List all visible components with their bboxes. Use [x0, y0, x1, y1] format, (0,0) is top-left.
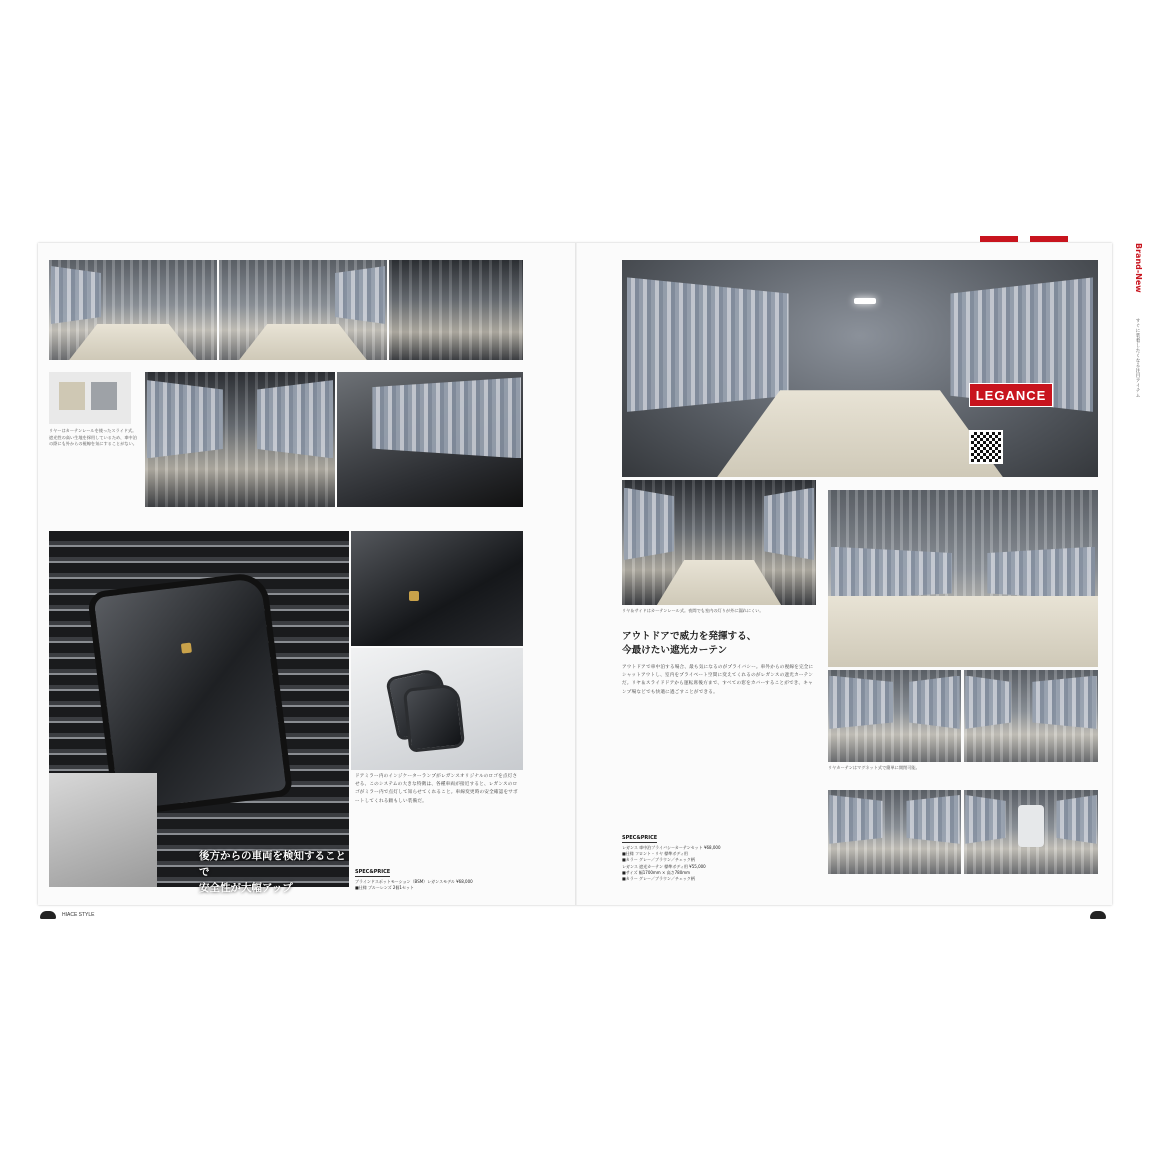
right-headline: アウトドアで威力を発揮する、 今最けたい遮光カーテン	[622, 631, 757, 656]
curtain-photo-3	[389, 260, 523, 360]
right-body-text: アウトドアで車中泊する場合、最も気になるのがプライバシー。車外からの視線を完全にシャットアウトし、室内をプライベート空間に変えてくれるのがレガンスの遮光カーテンだ。リヤ＆スライドドアから運転席後方まで、すべての窓をカバーすることができ、キャンプ場などでも快適に過ごすことができる。	[622, 665, 814, 695]
interior-photo-side-2	[964, 670, 1098, 762]
section-tab	[1030, 236, 1068, 242]
brand-new-subtitle: すぐに装着したくなる注目アイテム	[1135, 318, 1140, 398]
legance-logo-icon	[180, 642, 191, 653]
section-tab	[980, 236, 1018, 242]
right-spec-line: ■サイズ 幅1700mm × 高さ780mm	[622, 869, 691, 875]
right-spec-line: ■仕様 フロント・リヤ 標準ボディ用	[622, 851, 688, 857]
right-spec-line: レガンス 遮光カーテン 標準ボディ用 ¥55,000	[622, 863, 706, 869]
interior-hero-photo	[622, 260, 1098, 477]
right-spec-line: ■カラー グレー／ブラウン／チェック柄	[622, 876, 695, 882]
fabric-swatch-photo	[49, 372, 131, 424]
curtain-caption: リヤーはカーテンレールを使ったスライド式。遮光性の高い生地を採用しているため、車中泊の際にも外からの視線を気にすることがない。	[49, 428, 137, 446]
curtain-detail-photo	[337, 372, 523, 507]
interior-photo-rear-1	[828, 790, 961, 874]
page-car-icon	[40, 911, 56, 919]
qr-code-icon	[969, 430, 1003, 464]
mirror-body-text: ドアミラー内のインジケーターランプがレガンスオリジナルのロゴを点灯させる、このシステムの大きな特徴は、各種車両が接近すると、レガンスのロゴがミラー内で点灯して知らせてくれること。車線変更時の安全確認をサポートしてくれる頼もしい装備だ。	[355, 774, 518, 804]
right-spec-title: SPEC&PRICE	[622, 835, 658, 841]
mirror-main-photo	[49, 531, 349, 894]
page-car-icon	[1090, 911, 1106, 919]
right-spec-line: ■カラー グレー／ブラウン／チェック柄	[622, 857, 695, 863]
caption-bottom: リヤカーテンはマグネット式で簡単に開閉可能。	[828, 765, 920, 770]
interior-photo-side-1	[828, 670, 961, 762]
brand-new-tab: Brand-New	[1134, 243, 1143, 293]
left-spec-line: ■仕様 ブルーレンズ 2個1セット	[355, 885, 414, 891]
right-spec-line: レガンス 車中泊プライバシーカーテンセット ¥68,000	[622, 845, 721, 850]
caption-top: リヤ＆サイドはカーテンレール式。夜間でも室内の灯りが外に漏れにくい。	[622, 608, 764, 613]
curtain-rail-photo	[145, 372, 335, 507]
interior-photo-bed	[828, 490, 1098, 667]
right-spec-block	[622, 824, 818, 882]
left-spec-line: ブラインドスポットモーション（BSM）レガンスモデル ¥68,000	[355, 879, 473, 884]
curtain-photo-1	[49, 260, 217, 360]
page-gutter	[575, 243, 577, 905]
interior-photo-night	[622, 480, 816, 605]
left-folio: HIACE STYLE	[62, 912, 95, 918]
mirror-closeup-photo	[351, 531, 523, 646]
mirror-overlay-text: 後方からの車両を検知することで 安全性が大幅アップ	[199, 850, 346, 894]
legance-badge: LEGANCE	[969, 383, 1053, 407]
left-spec-title: SPEC&PRICE	[355, 869, 391, 875]
interior-photo-rear-2	[964, 790, 1098, 874]
curtain-photo-2	[219, 260, 387, 360]
mirror-product-photo	[351, 648, 523, 770]
left-spec-block	[355, 858, 521, 891]
